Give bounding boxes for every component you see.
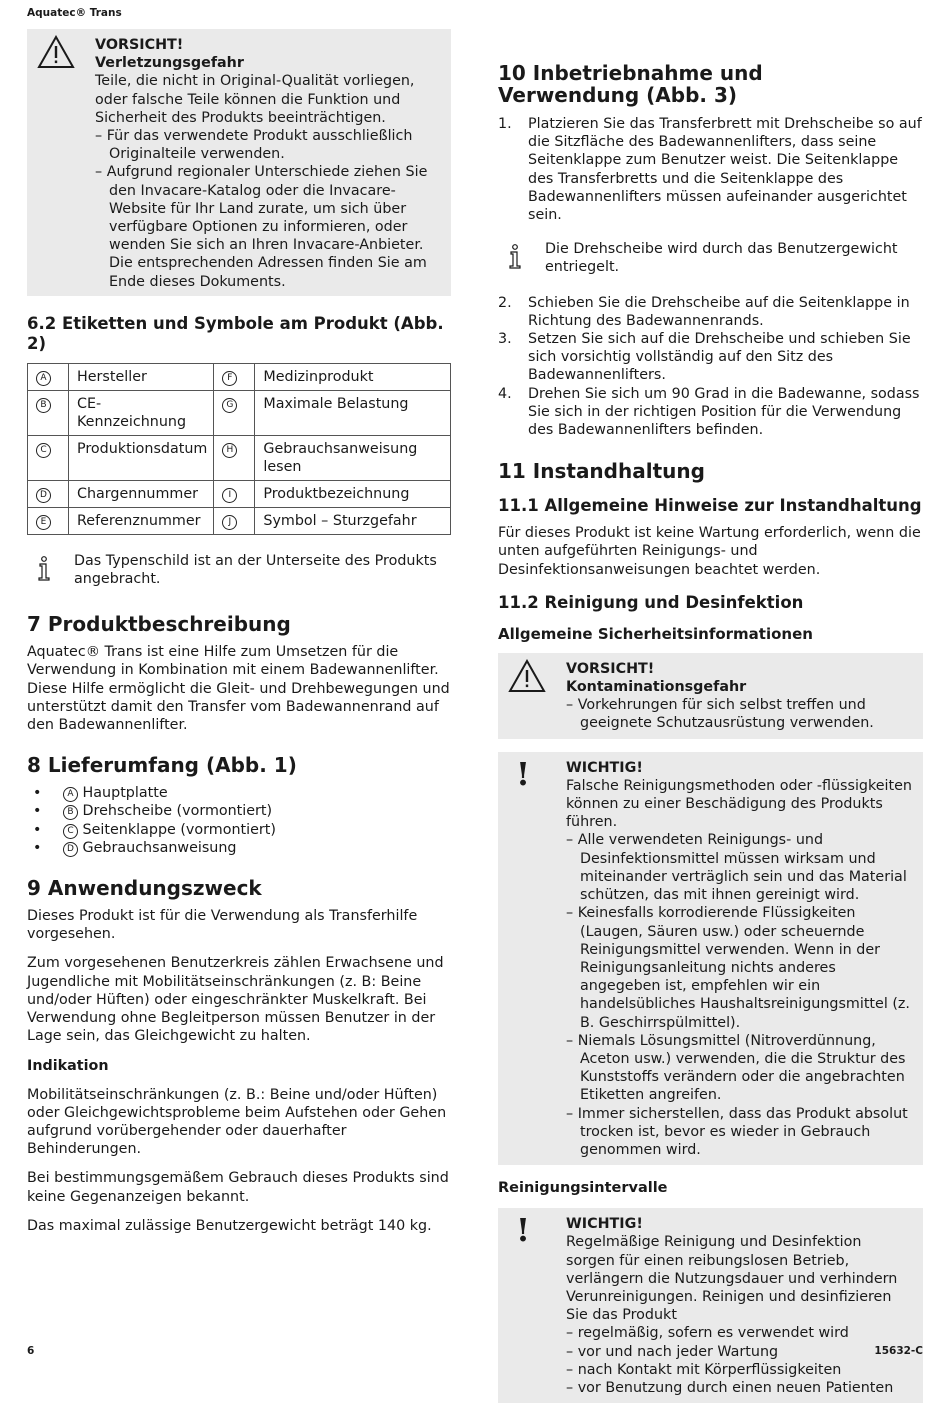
table-row (28, 390, 451, 435)
table-cell: Referenznummer (69, 507, 214, 534)
table-cell: Maximale Belastung (255, 390, 451, 435)
right-column (498, 62, 923, 1403)
important-text: Falsche Reinigungsmethoden oder -flüssigkeiten können zu einer Beschädigung des Produkts führen. (566, 777, 912, 831)
letter-circle: A (36, 371, 51, 386)
important-item: – vor und nach jeder Wartung (566, 1343, 779, 1360)
paragraph: Zum vorgesehenen Benutzerkreis zählen Erwachsene und Jugendliche mit Mobilitätseinschränkungen (z. B: Beine und/oder Hüften) oder eingeschränkter Muskelkraft. Bei Verwendung ohne Begleitperson müssen Benutzer in der Lage sein, das Gleichgewicht zu halten. (27, 955, 444, 1045)
warning-item: – Aufgrund regionaler Unterschiede ziehen Sie den Invacare-Katalog oder die Invacare-Website für Ihr Land zurate, um sich über verfügbare Optionen zu informieren, oder wenden Sie sich an Ihren Invacare-Anbieter. Die entsprechenden Adressen finden Sie am Ende dieses Dokuments. (95, 164, 428, 290)
table-cell: Medizinprodukt (255, 363, 451, 390)
paragraph: Dieses Produkt ist für die Verwendung als Transferhilfe vorgesehen. (27, 908, 418, 943)
section-11-heading: 11 Instandhaltung (498, 459, 705, 484)
left-column (27, 29, 451, 1235)
document-id: 15632-C (874, 1345, 923, 1357)
table-cell: Gebrauchsanweisung lesen (255, 435, 451, 480)
table-row (28, 507, 451, 534)
letter-circle: G (222, 398, 237, 413)
table-cell: Symbol – Sturzgefahr (255, 507, 451, 534)
list-item: • A Hauptplatte (27, 784, 451, 802)
note-text: Die Drehscheibe wird durch das Benutzergewicht entriegelt. (545, 241, 898, 276)
caution-heading: VORSICHT! (566, 660, 655, 677)
table-cell: Produktbezeichnung (255, 480, 451, 507)
paragraph: Bei bestimmungsgemäßem Gebrauch dieses Produkts sind keine Gegenanzeigen bekannt. (27, 1170, 449, 1205)
caution-item: – Vorkehrungen für sich selbst treffen und geeignete Schutzausrüstung verwenden. (566, 697, 874, 732)
table-row (28, 435, 451, 480)
important-item: – Alle verwendeten Reinigungs- und Desinfektionsmittel müssen wirksam und miteinander verträglich sein und das Material schützen, das mit ihnen gereinigt wird. (566, 832, 907, 904)
letter-circle: J (222, 515, 237, 530)
list-item: 1. Platzieren Sie das Transferbrett mit Drehscheibe so auf die Sitzfläche des Badewannenlifters, dass seine Seitenklappe zum Benutzer weist. Die Seitenklappe des Transferbretts und die Seitenklappe des Badewannenlifters müssen aufeinander ausgerichtet sein. (498, 116, 922, 224)
section-10-heading: 10 Inbetriebnahme und Verwendung (Abb. 3) (498, 61, 763, 107)
info-icon (37, 556, 51, 582)
section-11-1-heading: 11.1 Allgemeine Hinweise zur Instandhaltung (498, 496, 922, 516)
exclamation-icon: ! (516, 754, 531, 793)
important-item: – vor Benutzung durch einen neuen Patienten (566, 1379, 894, 1396)
warning-triangle-icon (37, 35, 75, 69)
section-7-text: Aquatec® Trans ist eine Hilfe zum Umsetzen für die Verwendung in Kombination mit einem Badewannenlifter. Diese Hilfe ermöglicht die Gleit- und Drehbewegungen und unterstützt damit den Transfer vom Badewannenrand auf den Badewannenlifter. (27, 644, 450, 734)
letter-circle: F (222, 371, 237, 386)
letter-circle: I (222, 488, 237, 503)
table-cell: Produktionsdatum (69, 435, 214, 480)
letter-circle: B (36, 398, 51, 413)
paragraph: Das maximal zulässige Benutzergewicht beträgt 140 kg. (27, 1217, 432, 1234)
exclamation-icon: ! (516, 1211, 531, 1250)
letter-circle: E (36, 515, 51, 530)
important-item: – nach Kontakt mit Körperflüssigkeiten (566, 1361, 842, 1378)
indikation-heading: Indikation (27, 1057, 109, 1074)
letter-circle: C (36, 443, 51, 458)
important-heading: WICHTIG! (566, 759, 643, 776)
table-cell: Chargennummer (69, 480, 214, 507)
important-item: – regelmäßig, sofern es verwendet wird (566, 1325, 849, 1342)
table-cell: CE-Kennzeichnung (69, 390, 214, 435)
letter-circle: A (63, 787, 78, 802)
warning-text: Teile, die nicht in Original-Qualität vorliegen, oder falsche Teile können die Funktion und Sicherheit des Produkts beeinträchtigen. (95, 73, 415, 126)
caution-box-contamination (498, 653, 923, 739)
table-row (28, 363, 451, 390)
list-item: 2. Schieben Sie die Drehscheibe auf die Seitenklappe in Richtung des Badewannenrands. (498, 294, 910, 329)
paragraph: Für dieses Produkt ist keine Wartung erforderlich, wenn die unten aufgeführten Reinigungs- und Desinfektionsanweisungen beachtet werden. (498, 525, 921, 578)
important-item: – Immer sicherstellen, dass das Produkt absolut trocken ist, bevor es wieder in Gebrauch genommen wird. (566, 1105, 908, 1158)
note-text: Das Typenschild ist an der Unterseite des Produkts angebracht. (74, 552, 437, 588)
symbol-table (27, 363, 451, 535)
delivery-list (27, 784, 451, 857)
safety-heading: Allgemeine Sicherheitsinformationen (498, 624, 813, 643)
running-header: Aquatec® Trans (27, 7, 122, 19)
steps-list (498, 294, 923, 440)
steps-list (498, 115, 923, 224)
info-icon (508, 244, 522, 270)
section-9-heading: 9 Anwendungszweck (27, 876, 262, 901)
letter-circle: C (63, 824, 78, 839)
section-11-2-heading: 11.2 Reinigung und Desinfektion (498, 592, 804, 612)
table-cell: Hersteller (69, 363, 214, 390)
section-8-heading: 8 Lieferumfang (Abb. 1) (27, 753, 297, 778)
intervals-heading: Reinigungsintervalle (498, 1180, 668, 1197)
rotation-note (498, 240, 923, 276)
warning-item: – Für das verwendete Produkt ausschließlich Originalteile verwenden. (95, 128, 413, 163)
warning-box-injury (27, 29, 451, 296)
letter-circle: H (222, 443, 237, 458)
important-text: Regelmäßige Reinigung und Desinfektion sorgen für einen reibungslosen Betrieb, verlängern die Nutzungsdauer und verhindern Verunreinigungen. Reinigen und desinfizieren Sie das Produkt (566, 1234, 898, 1324)
list-item: 3. Setzen Sie sich auf die Drehscheibe und schieben Sie sich vorsichtig vollständig auf den Sitz des Badewannenlifters. (498, 331, 911, 384)
letter-circle: B (63, 805, 78, 820)
section-7-heading: 7 Produktbeschreibung (27, 612, 291, 637)
warning-subheading: Verletzungsgefahr (95, 55, 244, 72)
caution-subheading: Kontaminationsgefahr (566, 679, 747, 696)
table-row (28, 480, 451, 507)
page-number: 6 (27, 1345, 35, 1357)
paragraph: Mobilitätseinschränkungen (z. B.: Beine und/oder Hüften) oder Gleichgewichtsprobleme beim Aufstehen oder Gehen aufgrund vorübergehender oder dauerhafter Behinderungen. (27, 1086, 447, 1158)
important-item: – Niemals Lösungsmittel (Nitroverdünnung, Aceton usw.) verwenden, die die Struktur des Kunststoffs verändern oder die angebrachten Etiketten angreifen. (566, 1032, 906, 1104)
letter-circle: D (36, 488, 51, 503)
list-item: 4. Drehen Sie sich um 90 Grad in die Badewanne, sodass Sie sich in der richtigen Position für die Verwendung des Badewannenlifters befinden. (498, 385, 920, 439)
important-item: – Keinesfalls korrodierende Flüssigkeiten (Laugen, Säuren usw.) oder scheuernde Reinigungsmittel verwenden. Wenn in der Reinigungsanleitung nichts anderes angegeben ist, empfehlen wir ein handelsübliches Haushaltsreinigungsmittel (z. B. Geschirrspülmittel). (566, 905, 910, 1031)
typeplate-note (27, 552, 451, 588)
list-item: • C Seitenklappe (vormontiert) (27, 821, 451, 839)
section-6-2-heading: 6.2 Etiketten und Symbole am Produkt (Abb. 2) (27, 313, 444, 353)
warning-triangle-icon (508, 659, 546, 693)
list-item: • D Gebrauchsanweisung (27, 839, 451, 857)
important-heading: WICHTIG! (566, 1216, 643, 1233)
important-box-cleaning (498, 752, 923, 1165)
letter-circle: D (63, 842, 78, 857)
list-item: • B Drehscheibe (vormontiert) (27, 802, 451, 820)
warning-heading: VORSICHT! (95, 37, 184, 53)
important-box-intervals (498, 1208, 923, 1403)
